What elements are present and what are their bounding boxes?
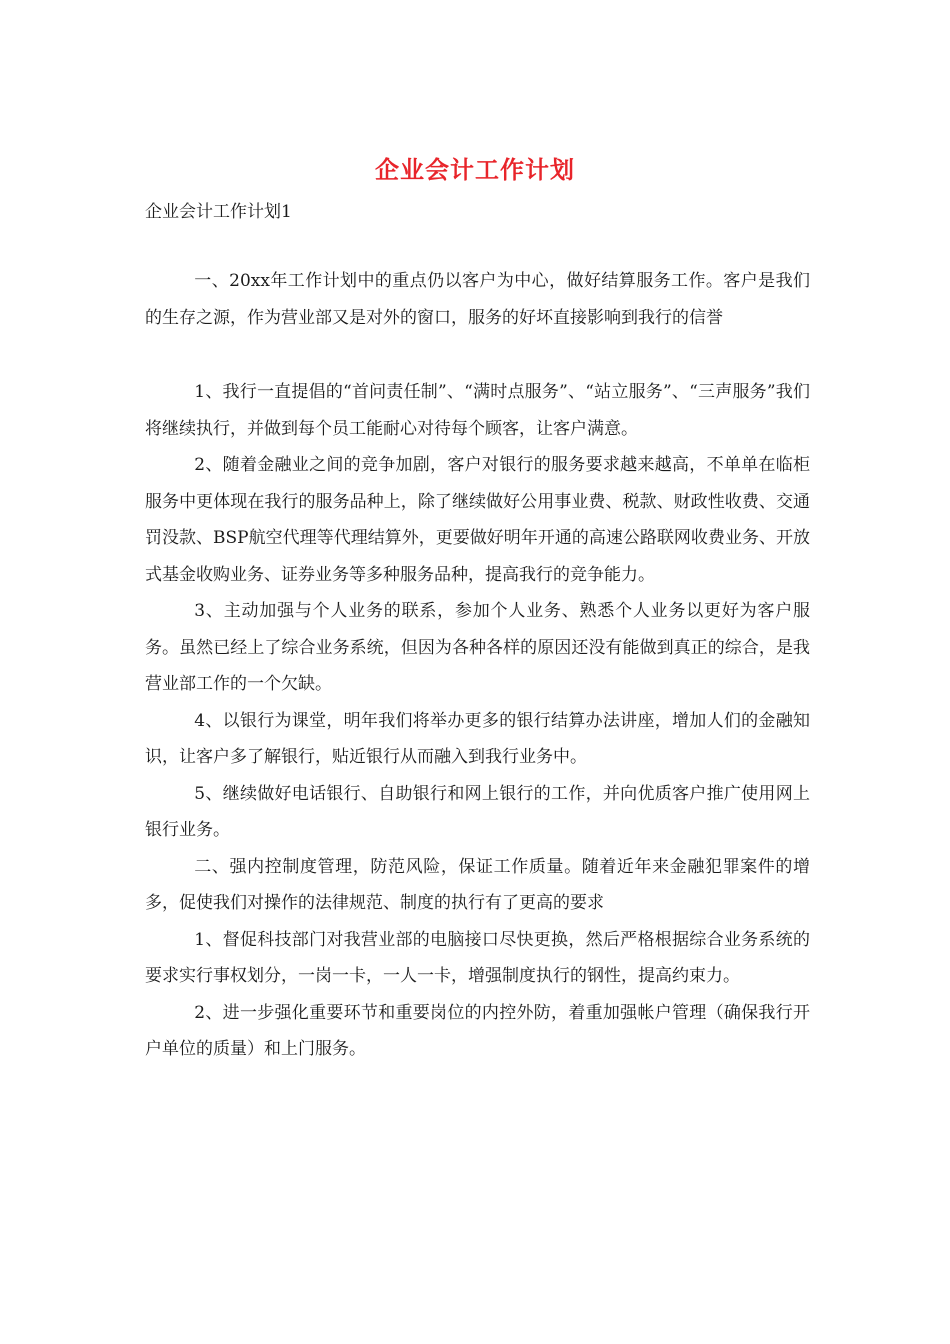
paragraph-item: 2、进一步强化重要环节和重要岗位的内控外防，着重加强帐户管理（确保我行开户单位的质量）和上门服务。 — [145, 1002, 810, 1059]
document-title: 企业会计工作计划 — [375, 155, 575, 184]
paragraph-item: 2、随着金融业之间的竞争加剧，客户对银行的服务要求越来越高，不单单在临柜服务中更体现在我行的服务品种上，除了继续做好公用事业费、税款、财政性收费、交通罚没款、BSP航空代理等代理结算外，更要做好明年开通的高速公路联网收费业务、开放式基金收购业务、证券业务等多种服务品种，提高我行的竞争能力。 — [145, 455, 810, 585]
paragraph-item: 4、以银行为课堂，明年我们将举办更多的银行结算办法讲座，增加人们的金融知识，让客户多了解银行，贴近银行从而融入到我行业务中。 — [145, 710, 810, 767]
paragraph-section-two: 二、强内控制度管理，防范风险，保证工作质量。随着近年来金融犯罪案件的增多，促使我们对操作的法律规范、制度的执行有了更高的要求 — [145, 856, 810, 913]
paragraph-section-one: 一、20xx年工作计划中的重点仍以客户为中心，做好结算服务工作。客户是我们的生存之源，作为营业部又是对外的窗口，服务的好坏直接影响到我行的信誉 — [145, 271, 810, 328]
paragraph-gap — [145, 336, 810, 374]
document-body — [145, 263, 810, 1068]
document-subtitle: 企业会计工作计划1 — [145, 202, 292, 222]
paragraph-item: 1、我行一直提倡的“首问责任制”、“满时点服务”、“站立服务”、“三声服务”我们将继续执行，并做到每个员工能耐心对待每个顾客，让客户满意。 — [145, 382, 810, 439]
paragraph-item: 3、主动加强与个人业务的联系，参加个人业务、熟悉个人业务以更好为客户服务。虽然已经上了综合业务系统，但因为各种各样的原因还没有能做到真正的综合，是我营业部工作的一个欠缺。 — [145, 601, 810, 694]
paragraph-item: 1、督促科技部门对我营业部的电脑接口尽快更换，然后严格根据综合业务系统的要求实行事权划分，一岗一卡，一人一卡，增强制度执行的钢性，提高约束力。 — [145, 929, 810, 986]
paragraph-item: 5、继续做好电话银行、自助银行和网上银行的工作，并向优质客户推广使用网上银行业务。 — [145, 783, 810, 840]
